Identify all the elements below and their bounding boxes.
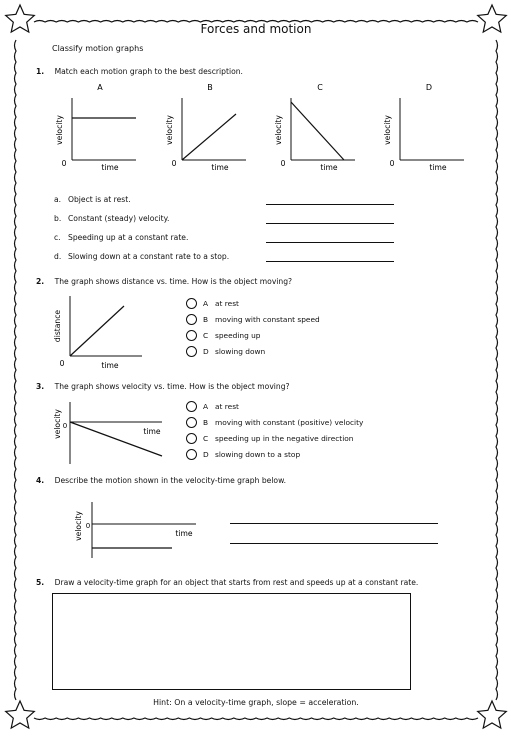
question-text: Match each motion graph to the best description. <box>54 67 243 76</box>
q1-descriptions <box>54 190 394 266</box>
graph-a <box>55 83 136 172</box>
x-axis-label: time <box>175 529 193 538</box>
option-c[interactable]: C speeding up <box>186 327 320 343</box>
question-text: Describe the motion shown in the velocity-time graph below. <box>54 476 286 485</box>
q2-graph <box>50 290 160 374</box>
question-number: 2. <box>36 277 45 286</box>
option-b[interactable]: B moving with constant speed <box>186 311 320 327</box>
graph-d <box>383 83 464 172</box>
origin-label: 0 <box>389 159 395 168</box>
radio-circle[interactable] <box>186 417 197 428</box>
y-axis-label: velocity <box>55 115 64 145</box>
answer-line[interactable] <box>266 251 394 262</box>
q2-options <box>186 295 320 359</box>
data-line <box>182 114 236 160</box>
origin-label: 0 <box>280 159 286 168</box>
option-c[interactable]: C speeding up in the negative direction <box>186 430 363 446</box>
option-b[interactable]: B moving with constant (positive) velocity <box>186 414 363 430</box>
option-a[interactable]: A at rest <box>186 398 363 414</box>
y-axis-label: velocity <box>383 115 392 145</box>
radio-circle[interactable] <box>186 314 197 325</box>
description-row: b. Constant (steady) velocity. <box>54 209 394 228</box>
question-4 <box>36 476 286 485</box>
question-text: Draw a velocity-time graph for an object that starts from rest and speeds up at a constant rate. <box>54 578 419 587</box>
graph-letter: C <box>317 83 323 92</box>
q3-graph <box>50 396 170 472</box>
x-axis-label: time <box>211 163 229 172</box>
drawing-box[interactable] <box>52 593 411 690</box>
answer-line[interactable] <box>230 523 438 524</box>
hint-text: Hint: On a velocity-time graph, slope = acceleration. <box>153 698 359 707</box>
x-axis-label: time <box>320 163 338 172</box>
x-axis-label: time <box>429 163 447 172</box>
question-number: 1. <box>36 67 45 76</box>
origin-label: 0 <box>85 522 91 530</box>
answer-line[interactable] <box>230 543 438 544</box>
question-number: 4. <box>36 476 45 485</box>
x-axis-label: time <box>101 163 119 172</box>
y-axis-label: distance <box>53 309 62 343</box>
graph-b <box>165 83 246 172</box>
question-3 <box>36 382 290 391</box>
graph-letter: A <box>97 83 103 92</box>
question-number: 5. <box>36 578 45 587</box>
radio-circle[interactable] <box>186 449 197 460</box>
q3-options <box>186 398 363 462</box>
question-text: The graph shows distance vs. time. How is the object moving? <box>54 277 293 286</box>
origin-label: 0 <box>171 159 177 168</box>
question-number: 3. <box>36 382 45 391</box>
answer-line[interactable] <box>266 194 394 205</box>
data-line <box>70 306 124 356</box>
origin-label: 0 <box>61 159 67 168</box>
q1-graphs <box>52 80 472 180</box>
answer-line[interactable] <box>266 232 394 243</box>
graph-letter: B <box>207 83 213 92</box>
radio-circle[interactable] <box>186 298 197 309</box>
origin-label: 0 <box>62 422 68 430</box>
page-title: Forces and motion <box>200 22 312 36</box>
question-text: The graph shows velocity vs. time. How is the object moving? <box>54 382 290 391</box>
graph-c <box>274 83 355 172</box>
option-a[interactable]: A at rest <box>186 295 320 311</box>
data-line <box>291 102 344 160</box>
y-axis-label: velocity <box>165 115 174 145</box>
q4-graph <box>72 496 202 562</box>
question-2 <box>36 277 292 286</box>
radio-circle[interactable] <box>186 401 197 412</box>
page-subtitle: Classify motion graphs <box>52 44 144 53</box>
radio-circle[interactable] <box>186 330 197 341</box>
x-axis-label: time <box>143 427 161 436</box>
description-row: c. Speeding up at a constant rate. <box>54 228 394 247</box>
y-axis-label: velocity <box>274 115 283 145</box>
origin-label: 0 <box>59 359 65 368</box>
description-row: a. Object is at rest. <box>54 190 394 209</box>
radio-circle[interactable] <box>186 346 197 357</box>
question-5 <box>36 578 418 587</box>
y-axis-label: velocity <box>74 511 83 541</box>
option-d[interactable]: D slowing down <box>186 343 320 359</box>
graph-letter: D <box>425 83 433 92</box>
answer-line[interactable] <box>266 213 394 224</box>
x-axis-label: time <box>101 361 119 370</box>
radio-circle[interactable] <box>186 433 197 444</box>
description-row: d. Slowing down at a constant rate to a stop. <box>54 247 394 266</box>
question-1 <box>36 67 243 76</box>
y-axis-label: velocity <box>53 409 62 439</box>
option-d[interactable]: D slowing down to a stop <box>186 446 363 462</box>
